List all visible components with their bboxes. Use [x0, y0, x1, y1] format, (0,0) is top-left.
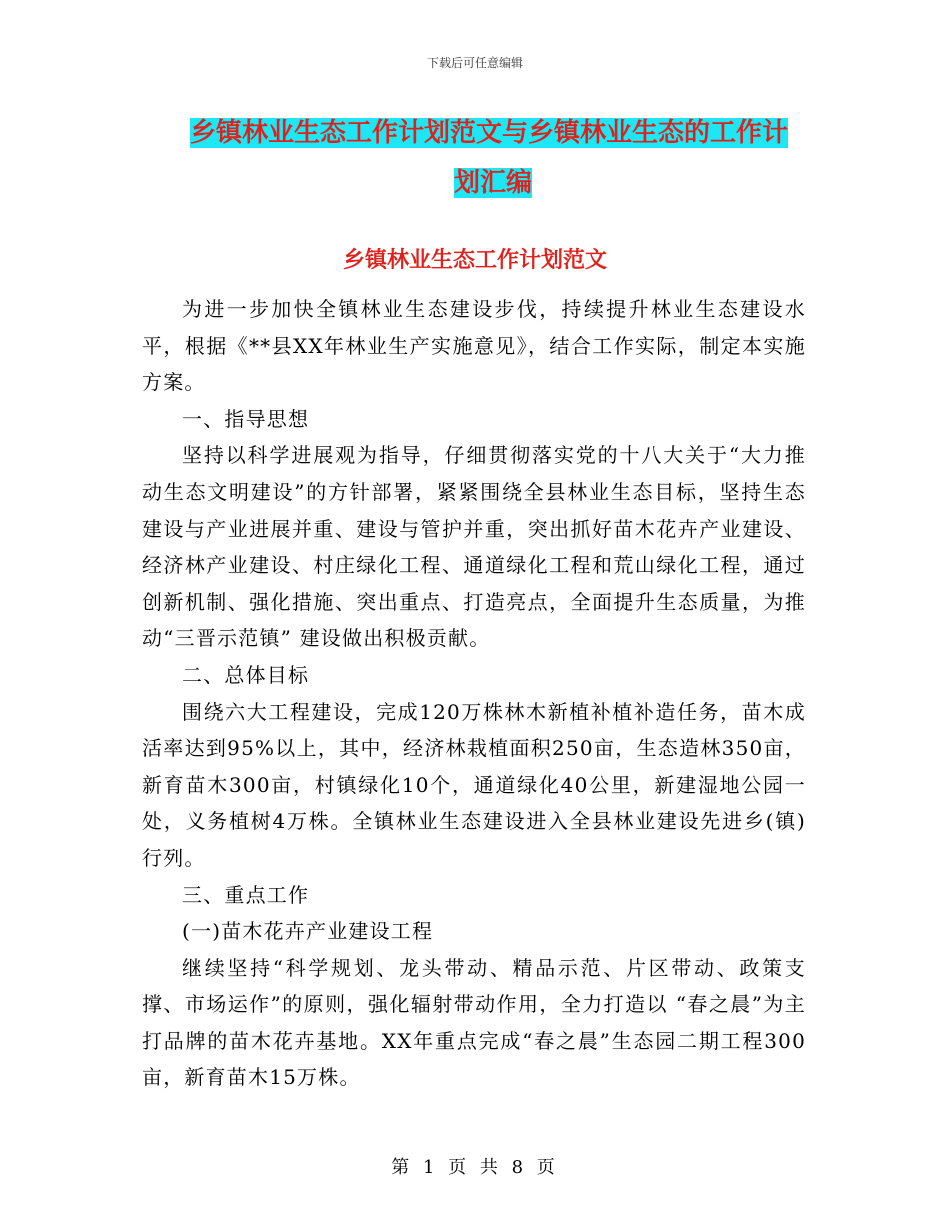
paragraph-guiding-ideology: 坚持以科学进展观为指导，仔细贯彻落实党的十八大关于“大力推动生态文明建设”的方针部署，紧紧围绕全县林业生态目标，坚持生态建设与产业进展并重、建设与管护并重，突出抓好苗木花卉产业建设、经济林产业建设、村庄绿化工程、通道绿化工程和荒山绿化工程，通过创新机制、强化措施、突出重点、打造亮点，全面提升生态质量，为推动“三晋示范镇” 建设做出积极贡献。 [142, 443, 806, 651]
subheading-nursery-project: (一)苗木花卉产业建设工程 [182, 919, 434, 944]
document-title-line-1: 乡镇林业生态工作计划范文与乡镇林业生态的工作计 [190, 118, 789, 148]
heading-guiding-ideology: 一、指导思想 [182, 406, 310, 431]
heading-key-work: 三、重点工作 [182, 882, 310, 907]
page-header: 下载后可任意编辑 [426, 56, 523, 70]
paragraph-nursery-project: 继续坚持“科学规划、龙头带动、精品示范、片区带动、政策支撑、市场运作”的原则，强化辐射带动作用，全力打造以 “春之晨”为主打品牌的苗木花卉基地。XX年重点完成“春之晨”生态园二期工程300亩，新育苗木15万株。 [142, 955, 806, 1090]
document-title [190, 108, 810, 208]
section-title: 乡镇林业生态工作计划范文 [342, 248, 607, 273]
paragraph-overall-goals: 围绕六大工程建设，完成120万株林木新植补植补造任务，苗木成活率达到95%以上，其中，经济林栽植面积250亩，生态造林350亩，新育苗木300亩，村镇绿化10个，通道绿化40公里，新建湿地公园一处，义务植树4万株。全镇林业生态建设进入全县林业建设先进乡(镇)行列。 [142, 699, 806, 870]
page-number-footer: 第 1 页 共 8 页 [391, 1157, 559, 1178]
document-title-line-2: 划汇编 [453, 168, 532, 198]
heading-overall-goals: 二、总体目标 [182, 662, 310, 687]
paragraph-intro: 为进一步加快全镇林业生态建设步伐，持续提升林业生态建设水平，根据《**县XX年林业生产实施意见》，结合工作实际，制定本实施方案。 [142, 297, 806, 395]
document-body [142, 291, 806, 1096]
